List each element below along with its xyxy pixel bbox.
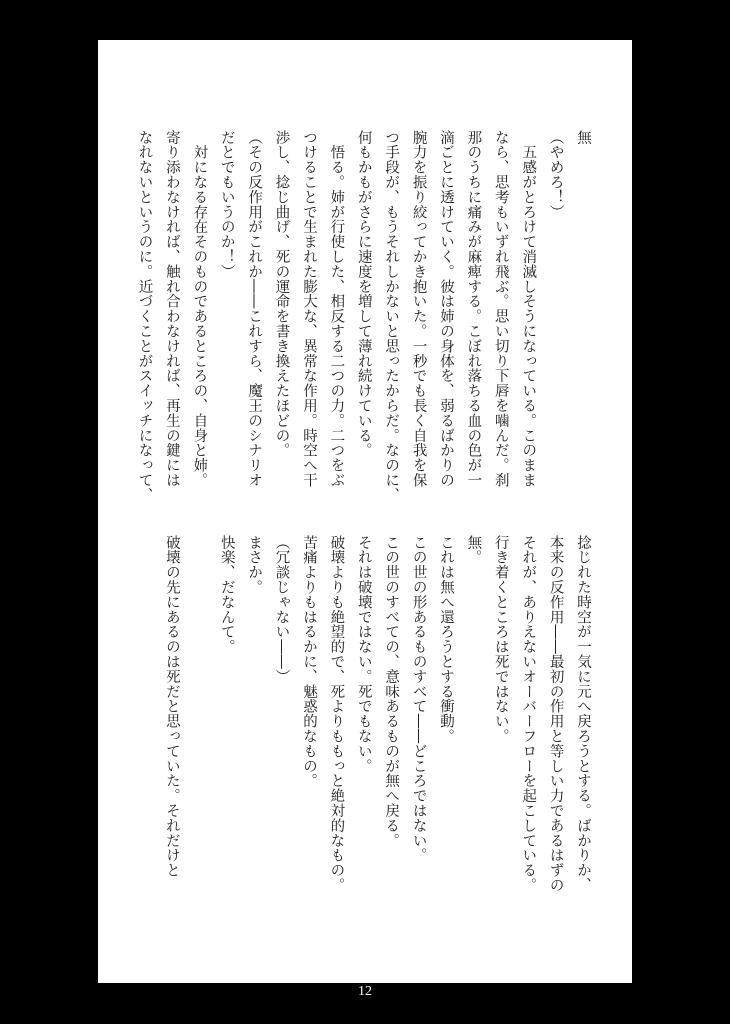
text-line: この世の形あるものすべて――どころではない。 [410,535,427,863]
book-page [98,40,632,983]
text-line: だとでもいうのか！） [218,130,235,279]
text-line: それが、ありえないオーバーフローを起こしている。 [520,535,537,893]
text-line: 寄り添わなければ、触れ合わなければ、再生の鍵には [163,130,180,488]
text-line: まさか。 [246,535,263,595]
text-line: それは破壊ではない。死でもない。 [355,535,372,774]
text-line: 無 [575,130,591,145]
text-line: 破壊よりも絶望的で、死よりももっと絶対的なもの。 [328,535,345,893]
text-line: 本来の反作用――最初の作用と等しい力であるはずの [547,535,564,893]
text-line: つけることで生まれた膨大な、異常な作用。時空へ干 [300,130,317,488]
text-line: 那のうちに痛みが麻痺する。こぼれ落ちる血の色が一 [465,130,482,488]
text-line: 捻じれた時空が一気に元へ戻ろうとする。ばかりか、 [575,535,591,893]
text-line: （やめろ！） [547,130,564,220]
page-number: 12 [358,984,372,999]
text-line: つ手段が、もうそれしかないと思ったからだ。なのに、 [383,130,400,503]
bottom-text-block [158,535,597,893]
text-line: 行き着くところは死ではない。 [492,535,509,744]
text-line: 腕力を振り絞ってかき抱いた。一秒でも長く自我を保 [410,130,427,488]
text-line: 破壊の先にあるのは死だと思っていた。それだけと [163,535,180,878]
text-line: 対になる存在そのものであるところの、自身と姉。 [191,130,208,488]
text-line: 何もかもがさらに速度を増して薄れ続けている。 [355,130,372,458]
text-line: これは無へ還ろうとする衝動。 [437,535,454,744]
text-line: （その反作用がこれか――これすら、魔王のシナリオ [246,130,263,488]
blank-line [185,535,212,893]
text-line: 無。 [465,535,482,565]
text-line: 悟る。姉が行使した、相反する二つの力。二つをぶ [328,130,345,488]
top-text-block [130,130,596,503]
text-line: 渉し、捻じ曲げ、死の運命を書き換えたほどの。 [273,130,290,458]
text-line: この世のすべての、意味あるものが無へ戻る。 [383,535,400,848]
text-line: なれないというのに。近づくことがスイッチになって、 [136,130,153,503]
text-line: 苦痛よりもはるかに、魅惑的なもの。 [300,535,317,789]
text-line: 快楽、だなんて。 [218,535,235,655]
text-line: 五感がとろけて消滅しそうになっている。このまま [520,130,537,488]
text-line: 滴ごとに透けていく。彼は姉の身体を、弱るばかりの [437,130,454,488]
text-line: なら、思考もいずれ飛ぶ。思い切り下唇を噛んだ。刹 [492,130,509,488]
text-line: （冗談じゃない――） [273,535,290,684]
